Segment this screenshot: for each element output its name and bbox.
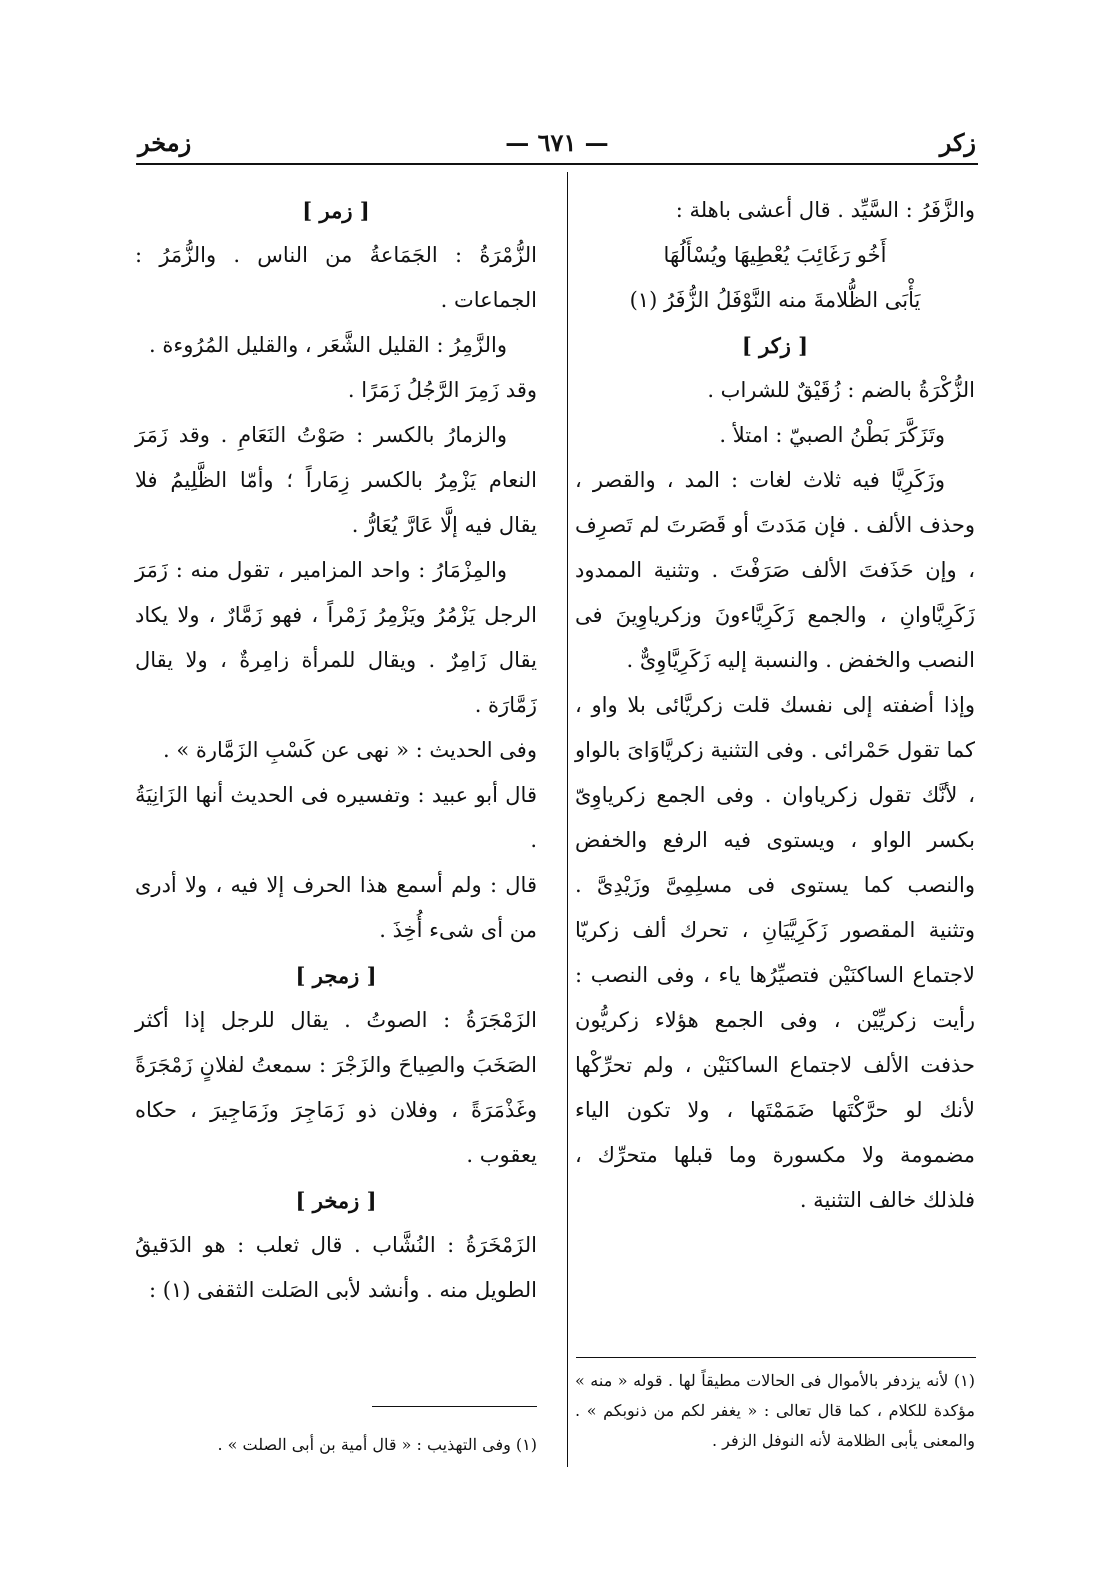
entry-hadith: وفى الحديث : « نهى عن كَسْبِ الزَمَّارة » . [163,738,537,762]
entry-zamir-verb: وقد زَمِرَ الرَّجُلُ زَمَرًا . [347,378,537,402]
heading-zmr: [ زمر ] [302,198,370,223]
entry-zukra: الزُّكْرَةُ بالضم : زُقَيْقٌ للشراب . [707,378,975,402]
entry-abu-ubaid: قال أبو عبيد : وتفسيره فى الحديث أنها الزَانِيَةُ . [135,783,537,852]
entry-zimar: والزمارُ بالكسر : صَوْتُ النَعَامِ . وقد زَمَرَ النعام يَزْمِرُ بالكسر زِمَاراً ؛ وأمّا الظَّلِيمُ فلا يقال فيه إلَّا عَارَّ يُعَارُّ . [135,423,537,537]
right-column [575,188,975,1223]
left-footnote: (١) وفى التهذيب : « قال أمية بن أبى الصلت » . [217,1435,537,1454]
right-footnote-rule [576,1357,976,1358]
header-left-word: زمخر [138,128,192,157]
left-footnote-rule [372,1406,537,1407]
entry-qala: قال : ولم أسمع هذا الحرف إلا فيه ، ولا أدرى من أى شىء أُخِذَ . [135,873,537,942]
left-column [135,188,537,1313]
header-right-word: زكر [939,128,976,157]
page-number: — ٦٧١ — [505,128,609,157]
entry-zafar-text: والزَّفَرُ : السَّيِّد . قال أعشى باهلة : [675,198,975,222]
header-rule [136,163,978,165]
heading-zmkhr: [ زمخر ] [295,1188,377,1213]
right-footnote: (١) لأنه يزدفر بالأموال فى الحالات مطيقاً لها . قوله « منه » مؤكدة للكلام ، كما قال تعالى : « يغفر لكم من ذنوبكم » . والمعنى يأبى الظلامة لأنه النوفل الزفر . [575,1371,975,1450]
entry-zakariyya: وزَكَرِيَّا فيه ثلاث لغات : المد ، والقصر ، وحذف الألف . فإن مَدَدتَ أو قَصَرتَ لم تَصرِف ، وإن حَذَفتَ الألف صَرَفْتَ . وتثنية الممدود زَكَرِيَّاوانِ ، والجمع زَكَرِيَّاءونَ وزكرياوِينَ فى النصب والخفض . والنسبة إليه زَكَرِيَّاوِىٌّ . [575,468,975,672]
entry-mizmar: والمِزْمَارُ : واحد المزامير ، تقول منه : زَمَرَ الرجل يَزْمُرُ ويَزْمِرُ زَمْراً ، فهو زَمَّارٌ ، ولا يكاد يقال زَامِرٌ . ويقال للمرأة زامِرةٌ ، ولا يقال زَمَّارَة . [135,558,537,717]
entry-tazakkar: وتَزَكَّرَ بَطْنُ الصبيّ : امتلأ . [719,423,945,447]
column-divider [567,172,568,1467]
entry-zamjara: الزَمْجَرَةُ : الصوتُ . يقال للرجل إذا أكثر الصَخَبَ والصِياحَ والزَجْرَ : سمعتُ لفلانٍ زَمْجَرَةً وغَذْمَرَةً ، وفلان ذو زَمَاجِرَ وزَمَاجِيرَ ، حكاه يعقوب . [135,1008,537,1167]
entry-zamkhara: الزَمْخَرَةُ : النُشَّاب . قال ثعلب : هو الدَقيقُ الطويل منه . وأنشد لأبى الصَلت الثقفى (١) : [135,1233,537,1302]
entry-zamir: والزَّمِرُ : القليل الشَّعَر ، والقليل المُرُوءة . [149,333,507,357]
entry-zakariyya-idafa: وإذا أضفته إلى نفسك قلت زكريَّائى بلا واو ، كما تقول حَمْرائى . وفى التثنية زكريَّاوَاىَ بالواو ، لأنَّك تقول زكرياوان . وفى الجمع زكرياوِىّ بكسر الواو ، ويستوى فيه الرفع والخفض والنصب كما يستوى فى مسلِمِىَّ وزَيْدِىَّ . وتثنية المقصور زَكَرِيَّيَانِ ، تحرك ألف زكريّا لاجتماع الساكنَيْن فتصيِّرُها ياء ، وفى النصب : رأيت زكريِّيْن ، وفى الجمع هؤلاء زكريُّون حذفت الألف لاجتماع الساكنَيْن ، ولم تحرِّكْها لأنك لو حرَّكْتَها ضَمَمْتَها ، ولا تكون الياء مضمومة ولا مكسورة وما قبلها متحرِّك ، فلذلك خالف التثنية . [575,693,975,1212]
verse-line-2: يَأْبَى الظُّلامةَ منه النَّوْفَلُ الزُّفَرُ (١) [629,288,921,312]
verse-line-1: أَخُو رَغَائِبَ يُعْطِيهَا ويُسْأَلُهَا [663,243,887,267]
heading-zmjr: [ زمجر ] [295,963,377,988]
page-header [138,128,976,164]
heading-zkr: [ زكر ] [741,333,809,358]
entry-zumra: الزُّمْرَةُ : الجَمَاعةُ من الناس . والزُّمَرُ : الجماعات . [135,243,537,312]
